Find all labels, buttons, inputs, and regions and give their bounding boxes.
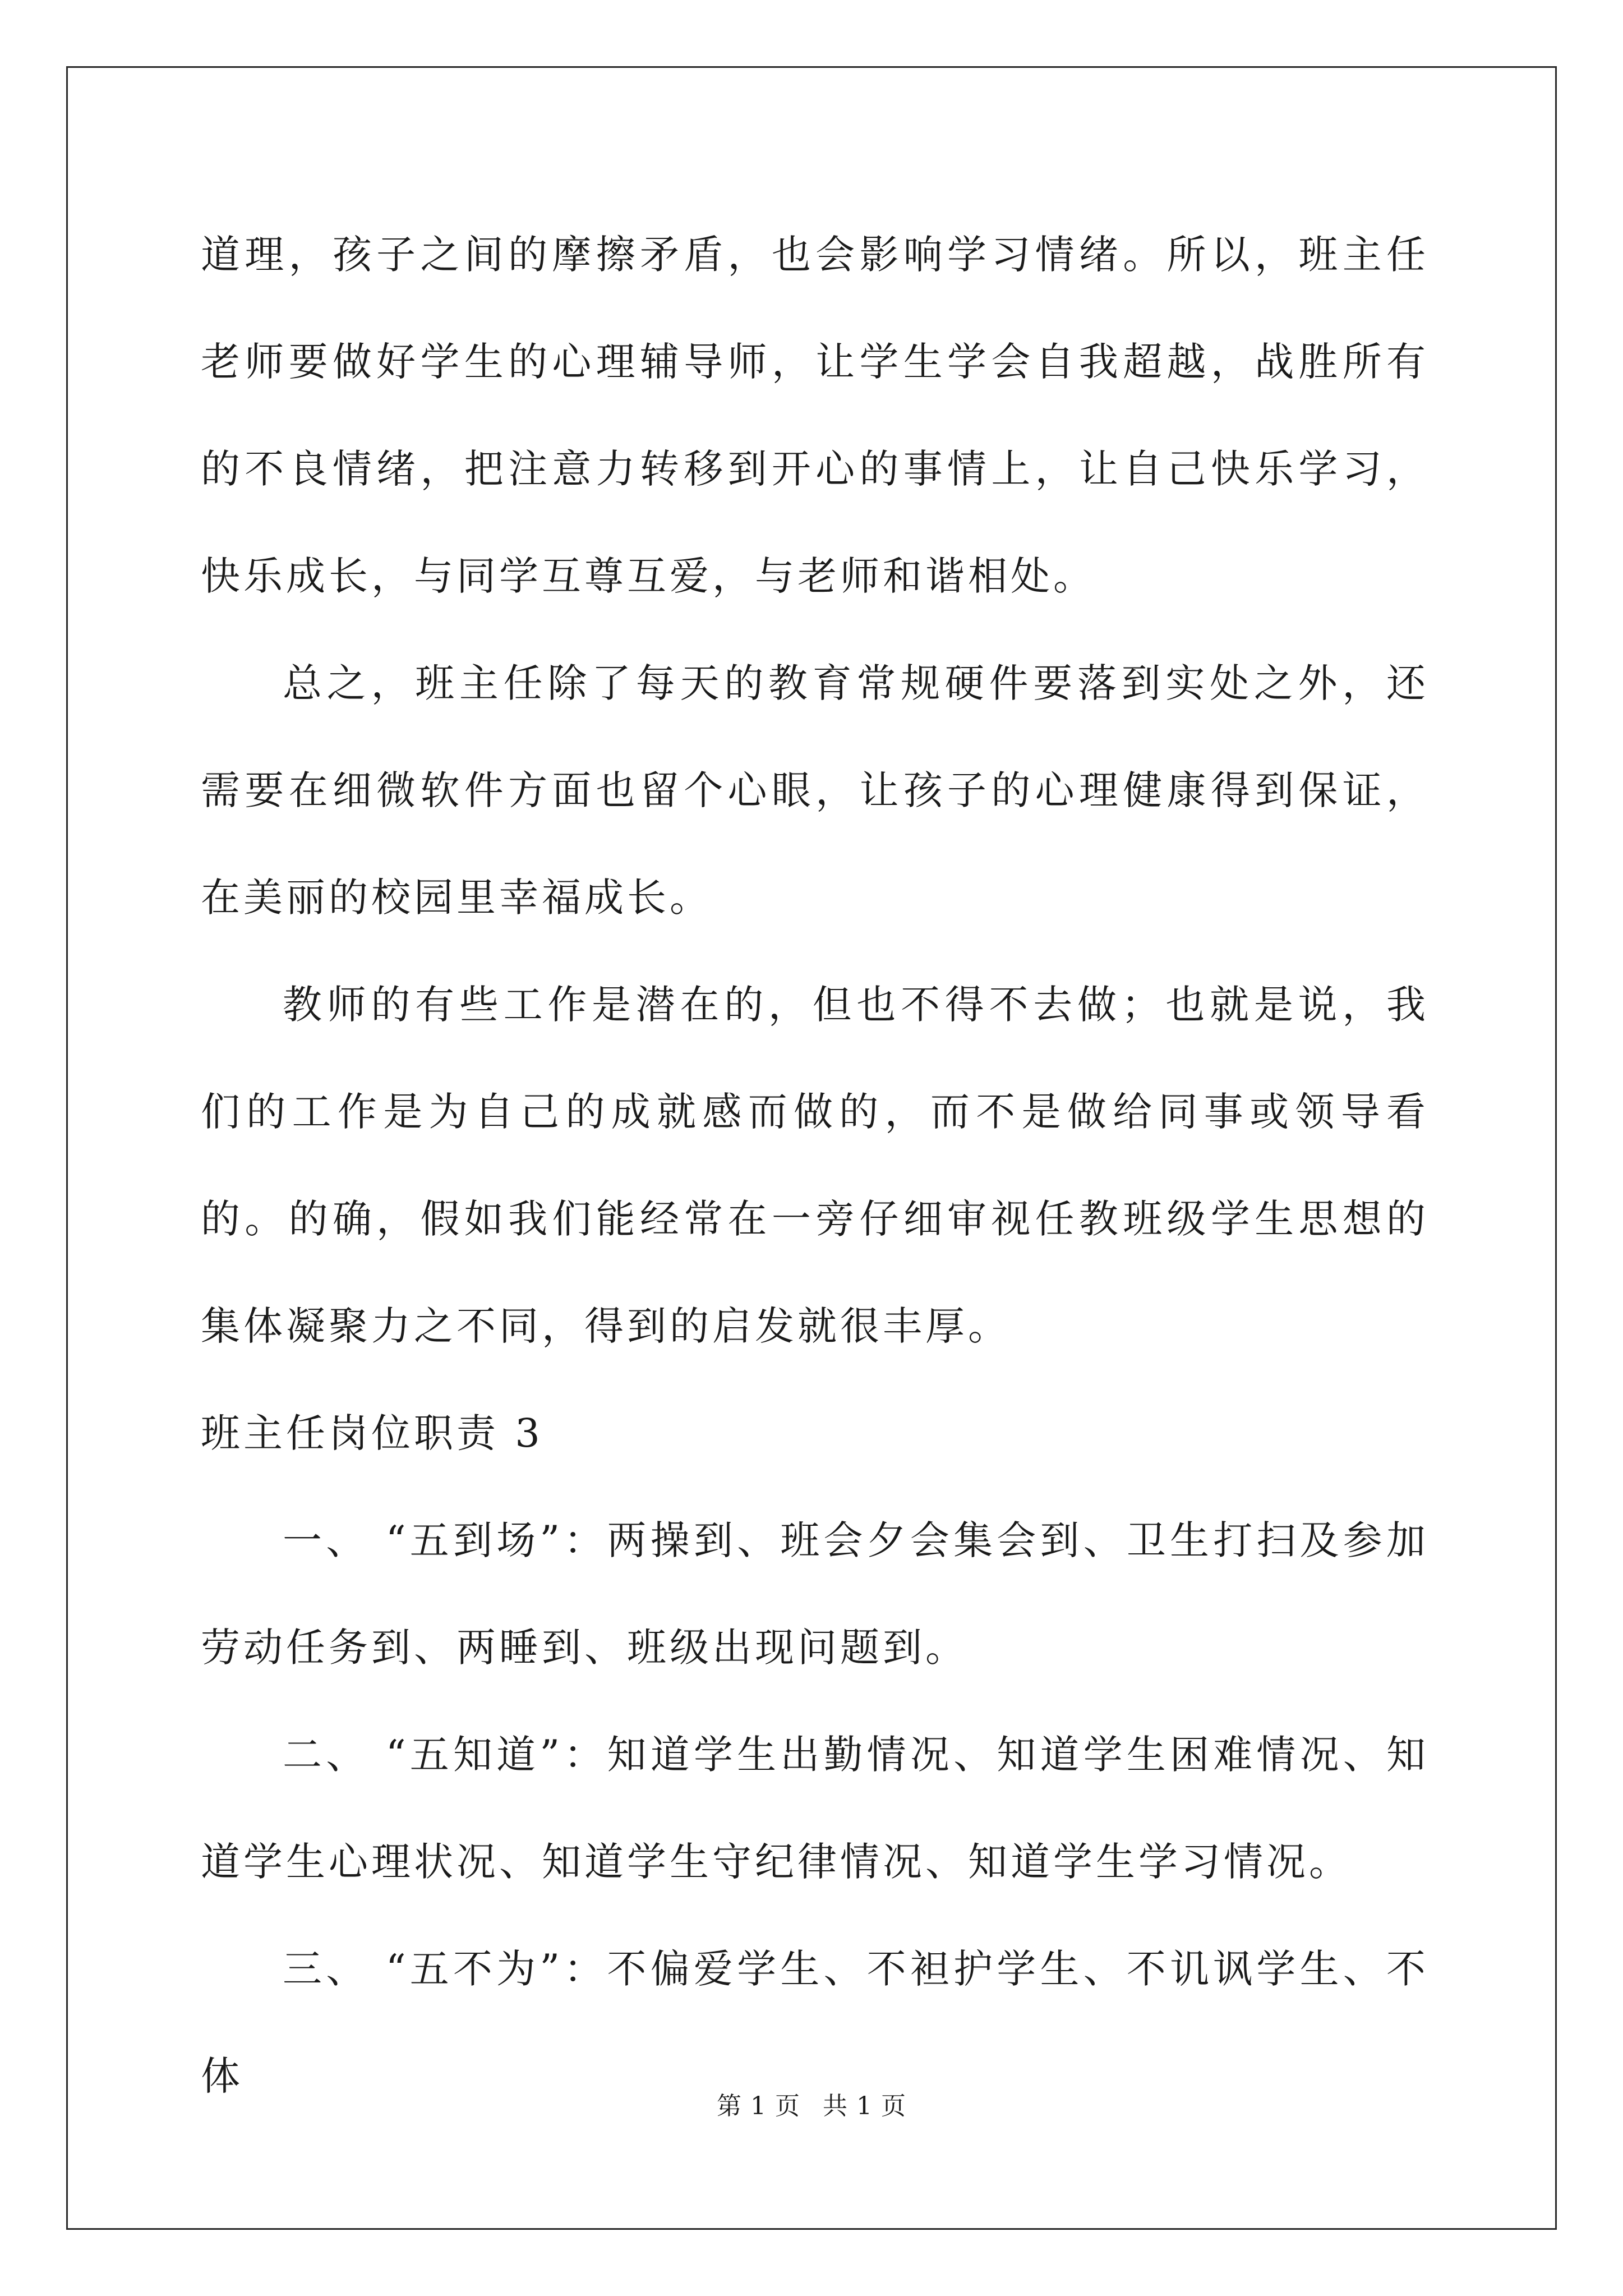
page-number: 第 1 页 [717, 2092, 800, 2120]
document-body [201, 201, 1429, 2130]
paragraph: 总之，班主任除了每天的教育常规硬件要落到实处之外，还需要在细微软件方面也留个心眼，让孩子的心理健康得到保证，在美丽的校园里幸福成长。 [201, 660, 1429, 921]
section-heading: 班主任岗位职责 3 [201, 1410, 543, 1456]
duty-item: 一、 “五到场”：两操到、班会夕会集会到、卫生打扫及参加劳动任务到、两睡到、班级出现问题到。 [201, 1517, 1429, 1671]
duty-item: 三、 “五不为”：不偏爱学生、不袒护学生、不讥讽学生、不体 [201, 1946, 1429, 2099]
paragraph: 教师的有些工作是潜在的，但也不得不去做；也就是说，我们的工作是为自己的成就感而做的，而不是做给同事或领导看的。的确，假如我们能经常在一旁仔细审视任教班级学生思想的集体凝聚力之不同，得到的启发就很丰厚。 [201, 982, 1429, 1349]
duty-item: 二、 “五知道”：知道学生出勤情况、知道学生困难情况、知道学生心理状况、知道学生守纪律情况、知道学生学习情况。 [201, 1732, 1429, 1885]
paragraph: 道理，孩子之间的摩擦矛盾，也会影响学习情绪。所以，班主任老师要做好学生的心理辅导师，让学生学会自我超越，战胜所有的不良情绪，把注意力转移到开心的事情上，让自己快乐学习，快乐成长，与同学互尊互爱，与老师和谐相处。 [201, 232, 1429, 599]
page-footer [0, 2086, 1623, 2122]
page-total: 共 1 页 [823, 2092, 906, 2120]
